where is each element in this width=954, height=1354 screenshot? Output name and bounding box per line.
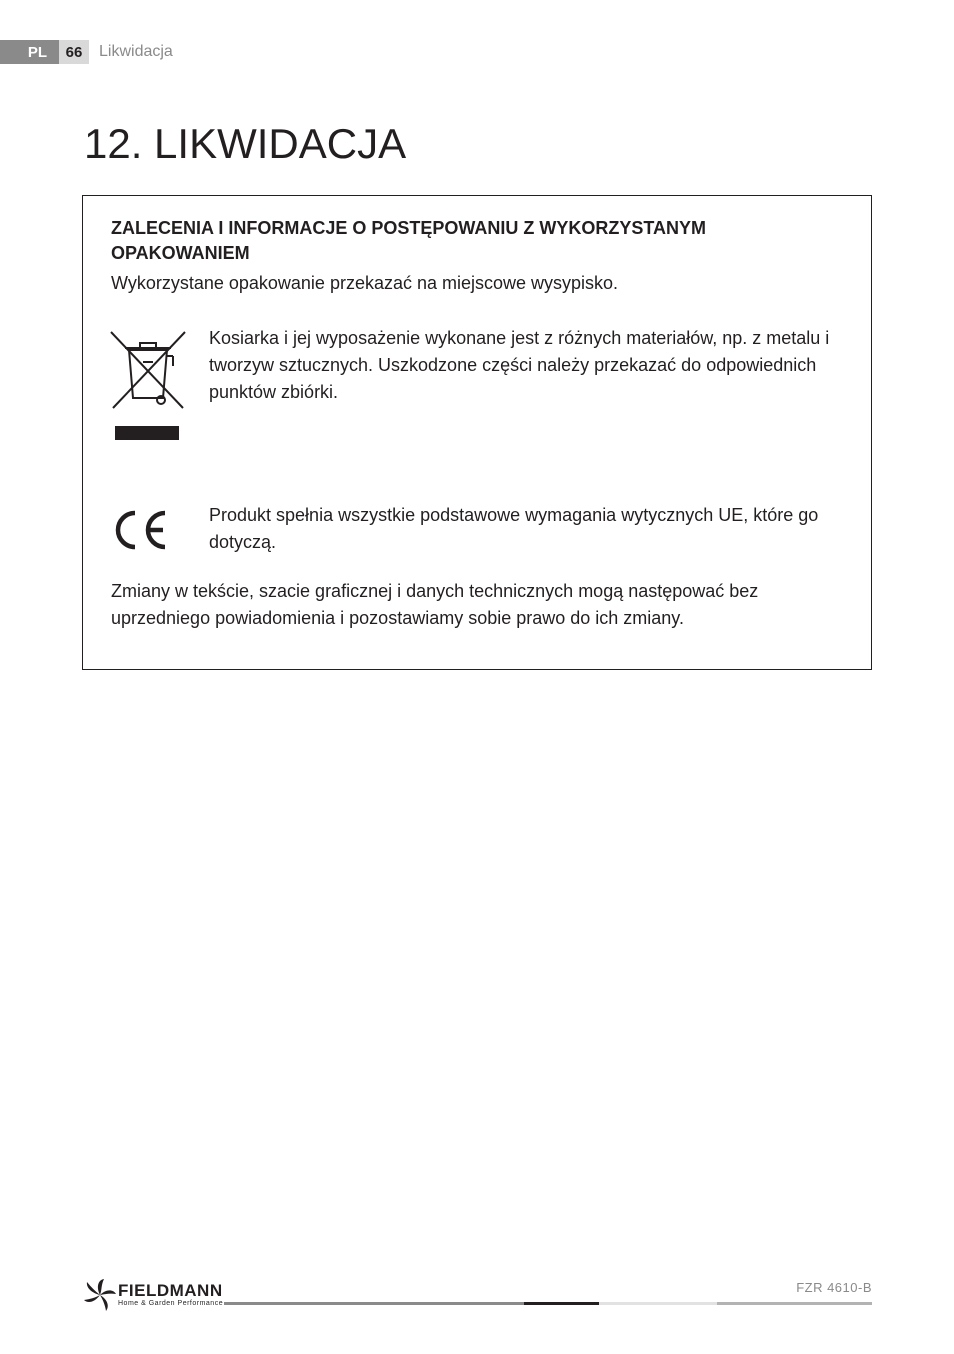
ce-paragraph: Produkt spełnia wszystkie podstawowe wymagania wytycznych UE, które go dotyczą. [209, 505, 819, 552]
ce-mark-icon [111, 508, 169, 552]
section-name: Likwidacja [99, 43, 173, 60]
footer-bar-mid [717, 1302, 872, 1305]
weee-paragraph: Kosiarka i jej wyposażenie wykonane jest z różnych materiałów, np. z metalu i tworzyw sztucznych. Uszkodzone części należy przekazać do odpowiednich punktów zbiórki. [209, 328, 830, 402]
page-header [0, 40, 173, 64]
footer-bar-grey [224, 1302, 524, 1305]
brand-name: FIELDMANN [118, 1281, 223, 1300]
language-tab: PL [0, 40, 59, 64]
fieldmann-swirl-logo-icon [82, 1277, 118, 1313]
packaging-paragraph: Wykorzystane opakowanie przekazać na miejscowe wysypisko. [111, 273, 619, 293]
box-heading: ZALECENIA I INFORMACJE O POSTĘPOWANIU Z WYKORZYSTANYM OPAKOWANIEM [111, 218, 707, 263]
page-number: 66 [59, 40, 89, 64]
footer-bar-light [599, 1302, 717, 1305]
changes-paragraph: Zmiany w tekście, szacie graficznej i danych technicznych mogą następować bez uprzedniego powiadomienia i pozostawiamy sobie prawo do ich zmiany. [111, 581, 759, 628]
model-number: FZR 4610-B [796, 1280, 872, 1295]
crossed-out-wheelie-bin-icon [109, 330, 187, 440]
page-title: 12. LIKWIDACJA [84, 120, 407, 167]
brand-tagline: Home & Garden Performance [118, 1300, 224, 1307]
footer-bar-black [524, 1302, 599, 1305]
disposal-info-box [82, 195, 872, 670]
